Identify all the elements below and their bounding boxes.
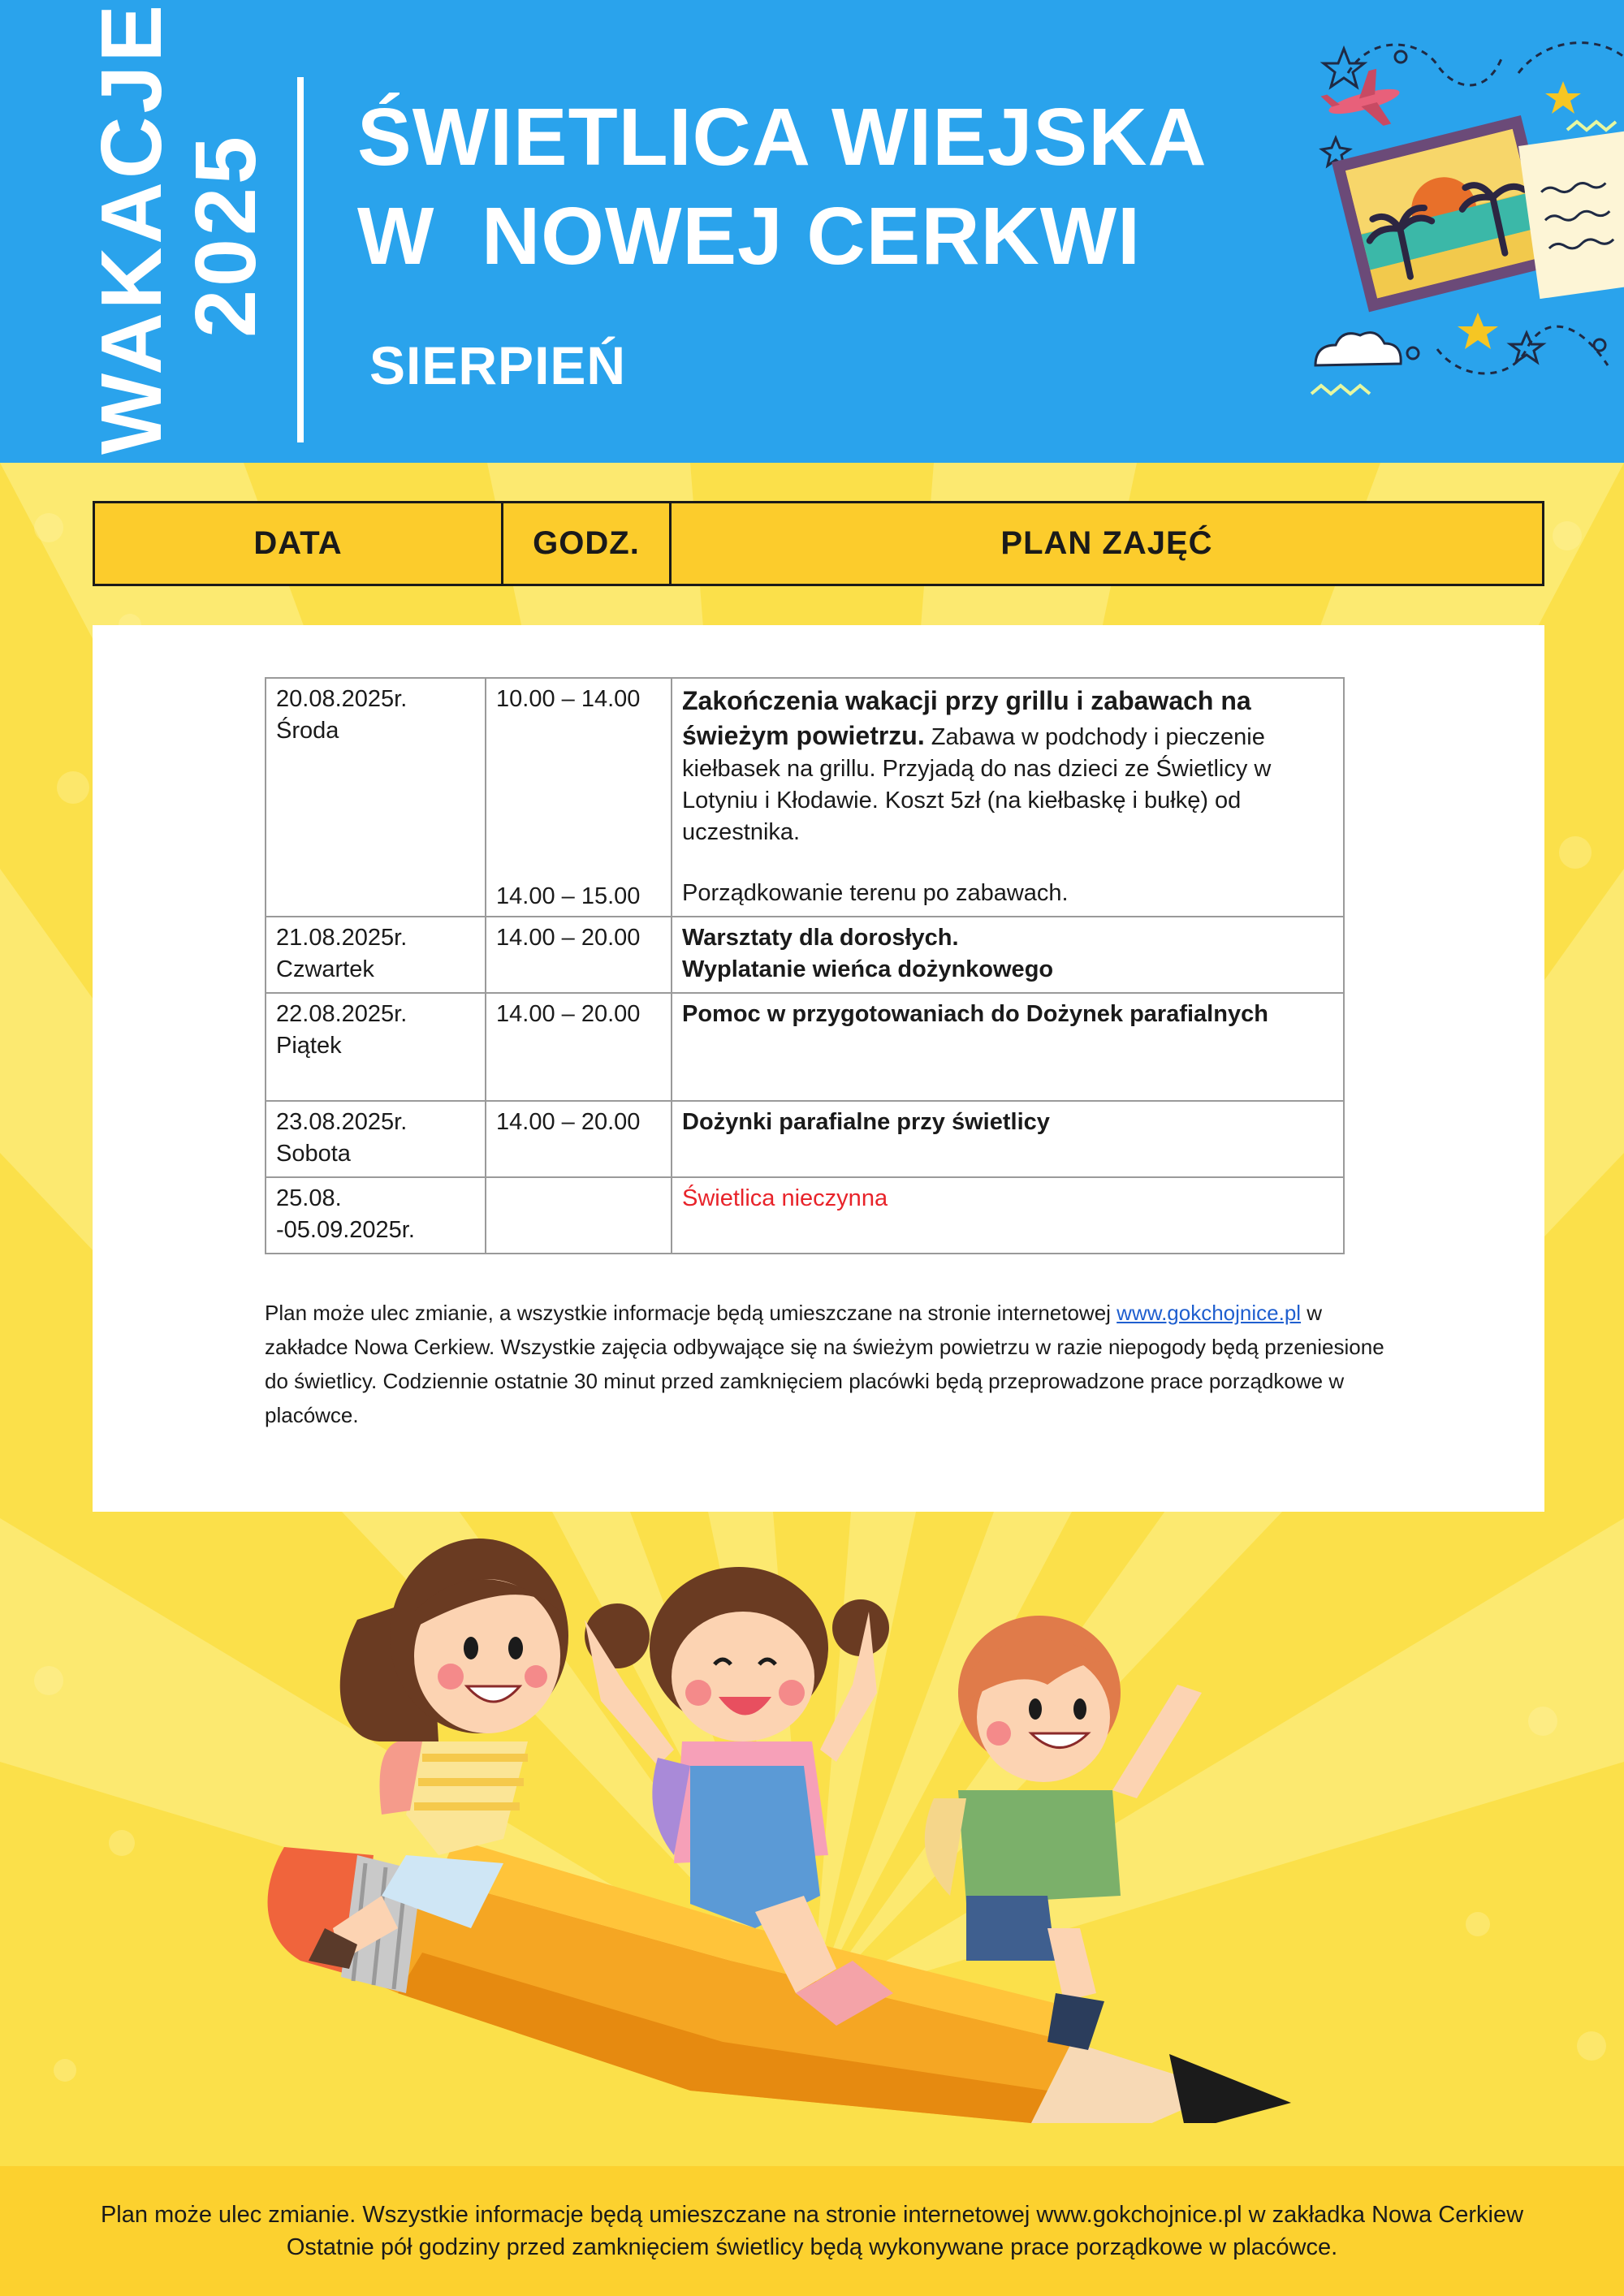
- hours-cell: [486, 993, 672, 1101]
- day-text: Czwartek: [276, 956, 374, 982]
- airplane-icon: [1318, 65, 1407, 140]
- hours-text: 14.00 – 20.00: [496, 1001, 641, 1027]
- star-icon: [1324, 49, 1364, 87]
- plan-title: Zakończenia wakacji przy grillu i zabawach na świeżym powietrzu.: [682, 686, 1251, 750]
- page-title-line2: W NOWEJ CERKWI: [357, 191, 1141, 282]
- day-text: Sobota: [276, 1141, 351, 1167]
- hours-cell: [486, 678, 672, 917]
- plan-cell: [672, 1101, 1344, 1177]
- closed-notice: Świetlica nieczynna: [682, 1185, 888, 1211]
- column-header-date: DATA: [95, 503, 503, 584]
- schedule-panel: [93, 625, 1544, 1512]
- hours-text: 10.00 – 14.00: [496, 686, 641, 712]
- hours-cell: [486, 1177, 672, 1254]
- plan-cell: [672, 1177, 1344, 1254]
- column-header-plan: PLAN ZAJĘĆ: [1000, 525, 1213, 561]
- date-text: 20.08.2025r.: [276, 686, 408, 712]
- plan-cell: [672, 993, 1344, 1101]
- table-row: [266, 1101, 1344, 1177]
- plan-cell: [672, 917, 1344, 993]
- plan-description: Zabawa w podchody i pieczenie kiełbasek na grillu. Przyjadą do nas dzieci ze Świetlicy w Lotyniu i Kłodawie. Koszt 5zł (na kiełbaskę i bułkę) od uczestnika.: [682, 724, 1272, 845]
- plan-title: Pomoc w przygotowaniach do Dożynek parafialnych: [682, 1001, 1268, 1027]
- date-cell: [266, 917, 486, 993]
- date-cell: [266, 1101, 486, 1177]
- date-text: 21.08.2025r.: [276, 925, 408, 951]
- hours-cell: [486, 1101, 672, 1177]
- date-text: 23.08.2025r.: [276, 1109, 408, 1135]
- month-label: SIERPIEŃ: [369, 335, 627, 395]
- vertical-title-line2: 2025: [178, 133, 274, 338]
- footer-bar: [0, 2166, 1624, 2296]
- table-row: [266, 678, 1344, 917]
- date-text: 22.08.2025r.: [276, 1001, 408, 1027]
- hours-text: 14.00 – 20.00: [496, 1109, 641, 1135]
- postcard-icon: [1332, 115, 1558, 312]
- plan-extra: Porządkowanie terenu po zabawach.: [682, 880, 1069, 906]
- website-link[interactable]: www.gokchojnice.pl: [1116, 1301, 1302, 1325]
- header-divider: [297, 77, 304, 442]
- date-text: 25.08.: [276, 1185, 342, 1211]
- page-title: [357, 88, 1250, 286]
- circle-icon: [1395, 51, 1406, 63]
- kids-on-pencil-illustration: [235, 1474, 1307, 2123]
- footer-line1: Plan może ulec zmianie. Wszystkie informacje będą umieszczane na stronie internetowej www.gokchojnice.pl w zakładka Nowa Cerkiew: [100, 2202, 1524, 2228]
- table-row: [266, 1177, 1344, 1254]
- plan-title: Dożynki parafialne przy świetlicy: [682, 1109, 1050, 1135]
- table-row: [266, 993, 1344, 1101]
- plan-cell: [672, 678, 1344, 917]
- vertical-title-line1: WAKACJE: [84, 1, 179, 455]
- day-text: Piątek: [276, 1033, 342, 1059]
- hours-text-secondary: 14.00 – 15.00: [496, 883, 641, 909]
- date-cell: [266, 678, 486, 917]
- hours-cell: [486, 917, 672, 993]
- vertical-title: [81, 1, 276, 455]
- column-header-hour: GODZ.: [503, 503, 672, 584]
- page-title-line1: ŚWIETLICA WIEJSKA: [357, 92, 1207, 183]
- table-row: [266, 917, 1344, 993]
- note-text-continued: w zakładce Nowa Cerkiew. Wszystkie zajęcia odbywające się na świeżym powietrzu w razie niepogody będą przeniesione do świetlicy. Codziennie ostatnie 30 minut przed zamknięciem placówki będą przeprowadzone prace porządkowe w placówce.: [265, 1301, 1384, 1427]
- schedule-note: [265, 1296, 1402, 1432]
- schedule-header-row: [93, 501, 1544, 586]
- date-cell: [266, 1177, 486, 1254]
- schedule-table: [265, 677, 1345, 1254]
- footer-line2: Ostatnie pół godziny przed zamknięciem świetlicy będą wykonywane prace porządkowe w placówce.: [286, 2234, 1338, 2260]
- date-cell: [266, 993, 486, 1101]
- plan-title: Warsztaty dla dorosłych.: [682, 925, 959, 951]
- travel-decoration: [1299, 24, 1624, 414]
- day-text: -05.09.2025r.: [276, 1217, 415, 1243]
- day-text: Środa: [276, 718, 339, 744]
- note-text: Plan może ulec zmianie, a wszystkie informacje będą umieszczane na stronie internetowej: [265, 1301, 1117, 1325]
- cloud-icon: [1315, 333, 1401, 365]
- hours-text: 14.00 – 20.00: [496, 925, 641, 951]
- header-banner: [0, 0, 1624, 463]
- plan-subtitle: Wyplatanie wieńca dożynkowego: [682, 956, 1054, 982]
